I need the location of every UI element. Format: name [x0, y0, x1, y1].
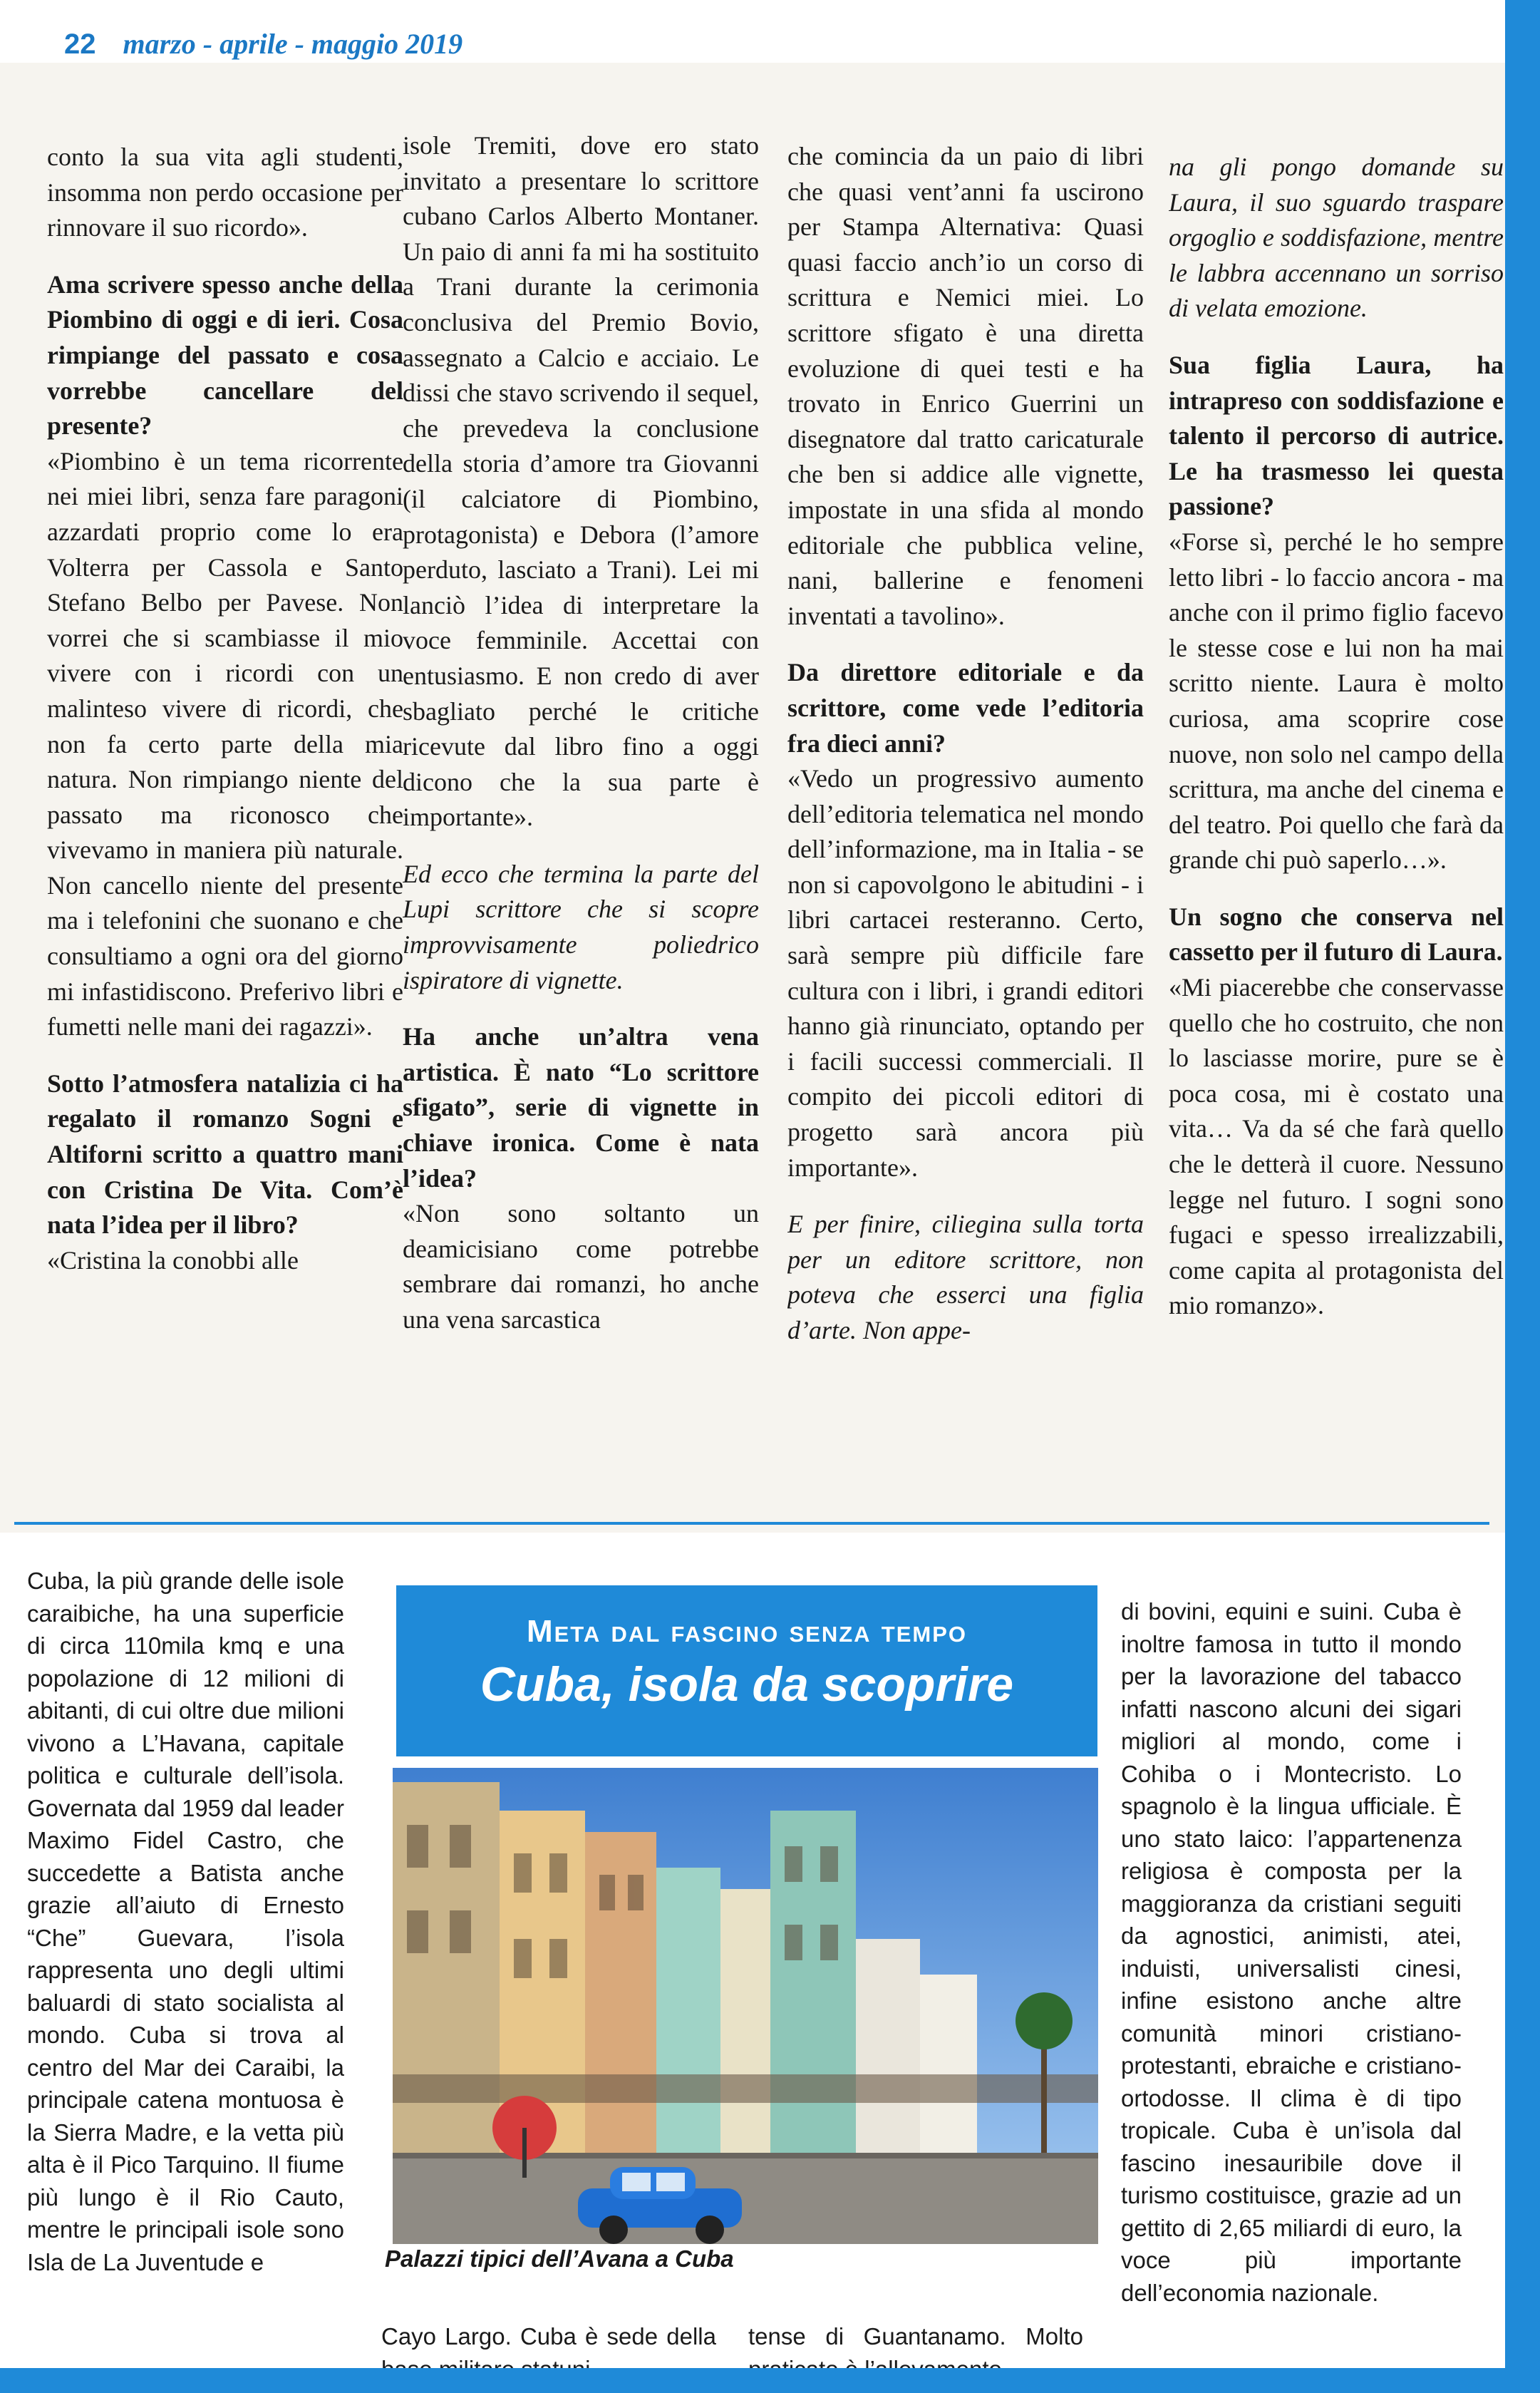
answer-paragraph: «Vedo un progressivo aumento dell’editoria telematica nel mondo dell’informazione, ma in Italia - se non si capovolgono le abitudini - i libri cartacei resteranno. Certo, sarà sempre più difficile fare cultura con i libri, i grandi editori hanno già rinunciato, optando per i facili successi commerciali. Il compito dei piccoli editori di progetto sarà ancora più importante».: [787, 764, 1144, 1182]
cuba-text-left: Cuba, la più grande delle isole caraibiche, ha una superficie di circa 110mila kmq e una popolazione di 12 milioni di abitanti, di cui oltre due milioni vivono a L’Havana, capitale politica e culturale dell’isola. Governata dal 1959 dal leader Maximo Fidel Castro, che succedette a Batista anche grazie all’aiuto di Ernesto “Che” Guevara, l’isola rappresenta uno degli ultimi baluardi di stato socialista al mondo. Cuba si trova al centro del Mar dei Caraibi, la principale catena montuosa è la Sierra Madre, e la vetta più alta è il Pico Tarquino. Il fiume più lungo è il Rio Cauto, mentre le principali isole sono Isla de La Juventude e: [27, 1568, 344, 2275]
answer-paragraph: «Non sono soltanto un deamicisiano come potrebbe sembrare dai romanzi, ho anche una vena sarcastica: [403, 1199, 759, 1334]
section-divider: [14, 1522, 1489, 1525]
page-edge-band: [1505, 0, 1540, 2393]
answer-paragraph: che comincia da un paio di libri che quasi vent’anni fa uscirono per Stampa Alternativa: Quasi quasi faccio anch’io un corso di scrittura e Nemici miei. Lo scrittore sfigato è una diretta evoluzione di quei testi e ha trovato in Enrico Guerrini un disegnatore dal tratto caricaturale che ben si addice alle vignette, impostate in una sfida al mondo editoriale che pubblica veline, nani, ballerine e fenomeni inventati a tavolino».: [787, 142, 1144, 630]
issue-date: marzo - aprile - maggio 2019: [123, 28, 463, 60]
narrative-aside: na gli pongo domande su Laura, il suo sguardo traspare orgoglio e soddisfazione, mentre le labbra accennano un sorriso di velata emozione.: [1169, 153, 1504, 323]
article-column-4: [1169, 150, 1504, 1525]
article-column-2: [403, 128, 759, 1504]
answer-paragraph: «Forse sì, perché le ho sempre letto libri - lo faccio ancora - ma anche con il primo figlio facevo le stesse cose e lui non ha mai scritto niente. Laura è molto curiosa, ama scoprire cose nuove, non solo nel campo della scrittura, ma anche del cinema e del teatro. Poi quello che farà da grande chi può saperlo…».: [1169, 527, 1504, 875]
answer-paragraph: isole Tremiti, dove ero stato invitato a presentare lo scrittore cubano Carlos Alberto Montaner. Un paio di anni fa mi ha sostituito a Trani durante la cerimonia conclusiva del Premio Bovio, assegnato a Calcio e acciaio. Le dissi che stavo scrivendo il sequel, che prevedeva la conclusione della storia d’amore tra Giovanni (il calciatore di Piombino, protagonista) e Debora (l’amore perduto, lasciato a Trani). Lei mi lanciò l’idea di interpretare la voce femminile. Accettai con entusiasmo. E non credo di aver sbagliato perché le critiche ricevute dal libro fino a oggi dicono che la sua parte è importante».: [403, 131, 759, 832]
footer-band: [0, 2368, 1540, 2393]
answer-paragraph: conto la sua vita agli studenti, insomma non perdo occasione per rinnovare il suo ricordo».: [47, 143, 403, 242]
cuba-title-box: [396, 1585, 1097, 1756]
narrative-aside: Ed ecco che termina la parte del Lupi scrittore che si scopre improvvisamente poliedrico ispiratore di vignette.: [403, 859, 759, 994]
interview-question: Sotto l’atmosfera natalizia ci ha regalato il romanzo Sogni e Altiforni scritto a quattro mani con Cristina De Vita. Com’è nata l’idea per il libro?: [47, 1069, 403, 1240]
cuba-text-right: di bovini, equini e suini. Cuba è inoltre famosa in tutto il mondo per la lavorazione del tabacco infatti nascono alcuni dei sigari migliori al mondo, come i Cohiba o i Montecristo. Lo spagnolo è la lingua ufficiale. È uno stato laico: l’appartenenza religiosa è composta per la maggioranza da cristiani seguiti da agnostici, animisti, atei, induisti, universalisti cinesi, infine esistono anche altre comunità minori cristiano-protestanti, ebraiche e cristiano-ortodosse. Il clima è di tipo tropicale. Cuba è un’isola dal fascino inesauribile dove il turismo costituisce, grazie ad un gettito di 2,65 miliardi di euro, la voce più importante dell’economia nazionale.: [1121, 1598, 1462, 2306]
cuba-title: Cuba, isola da scoprire: [480, 1657, 1014, 1712]
havana-street-illustration: [393, 1768, 1098, 2244]
page-number: 22: [64, 29, 96, 60]
cuba-kicker: Meta dal fascino senza tempo: [526, 1614, 968, 1649]
interview-question: Ha anche un’altra vena artistica. È nato “Lo scrittore sfigato”, serie di vignette in chiave ironica. Come è nata l’idea?: [403, 1022, 759, 1193]
interview-question: Ama scrivere spesso anche della Piombino di oggi e di ieri. Cosa rimpiange del passato e cosa vorrebbe cancellare del presente?: [47, 269, 403, 441]
answer-paragraph: «Cristina la conobbi alle: [47, 1245, 299, 1275]
interview-question: Un sogno che conserva nel cassetto per il futuro di Laura.: [1169, 902, 1504, 967]
interview-question: Sua figlia Laura, ha intrapreso con soddisfazione e talento il percorso di autrice. Le ha trasmesso lei questa passione?: [1169, 350, 1504, 521]
page-header: [64, 27, 462, 61]
interview-question: Da direttore editoriale e da scrittore, come vede l’editoria fra dieci anni?: [787, 658, 1144, 758]
answer-paragraph: «Piombino è un tema ricorrente nei miei libri, senza fare paragoni azzardati proprio come lo era Volterra per Cassola e Santo Stefano Belbo per Pavese. Non vorrei che si scambiasse il mio vivere con i ricordi con un malinteso vivere di ricordi, che non fa certo parte della mia natura. Non rimpiango niente del passato ma riconosco che vivevamo in maniera più naturale. Non cancello niente del presente ma i telefonini che suonano e che consultiamo a ogni ora del giorno mi infastidiscono. Preferivo libri e fumetti nelle mani dei ragazzi».: [47, 446, 403, 1041]
narrative-aside: E per finire, ciliegina sulla torta per un editore scrittore, non poteva che esserci una figlia d’arte. Non appe-: [787, 1210, 1144, 1344]
answer-paragraph: «Mi piacerebbe che conservasse quello che ho costruito, che non lo lasciasse morire, pure se è poca cosa, mi è costato una vita… Va da sé che farà quello che le detterà il cuore. Nessuno legge nel futuro. I sogni sono fugaci e spesso irrealizzabili, come capita al protagonista del mio romanzo».: [1169, 973, 1504, 1320]
article-column-3: [787, 139, 1144, 1515]
article-column-1: [47, 140, 403, 1515]
photo-caption: Palazzi tipici dell’Avana a Cuba: [385, 2245, 734, 2272]
cuba-text-middle-2: tense di Guantanamo. Molto: [748, 2323, 1083, 2350]
havana-photo: [393, 1768, 1098, 2244]
cuba-text-middle-1: Cayo Largo. Cuba è sede della: [381, 2323, 716, 2350]
